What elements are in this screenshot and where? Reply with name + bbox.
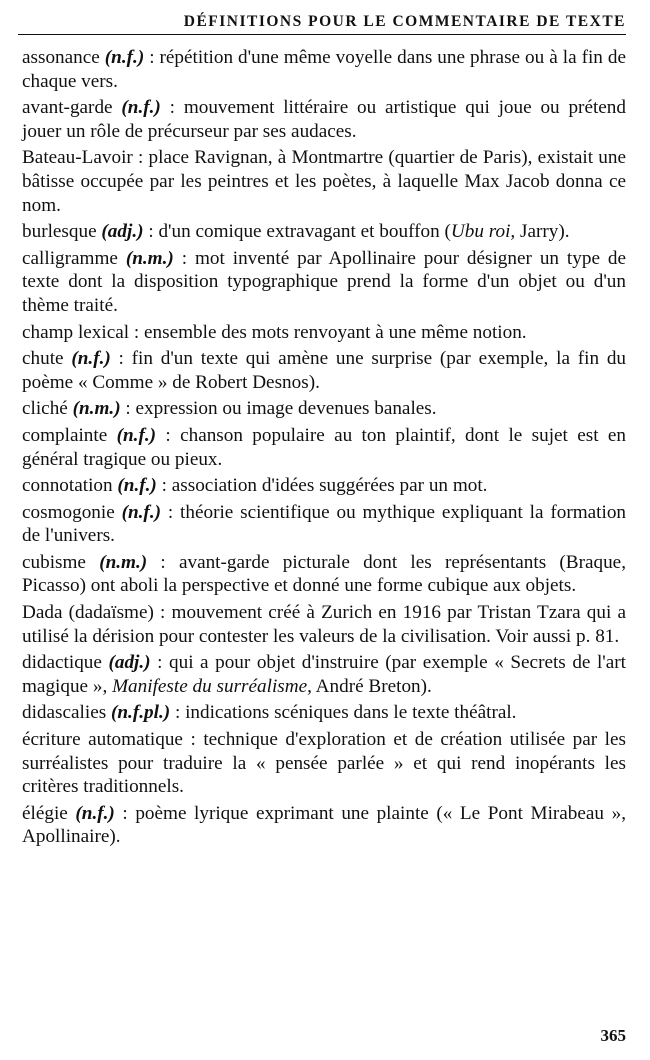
- glossary-entry: [22, 551, 626, 598]
- entry-separator: :: [173, 247, 195, 269]
- entry-definition: théorie scientifique ou mythique expliquant la formation de l'univers.: [22, 501, 627, 547]
- entry-grammar: (adj.): [108, 652, 151, 674]
- entry-term: connotation: [22, 475, 113, 497]
- glossary-entry: [22, 321, 626, 345]
- entry-grammar: (n.f.): [121, 501, 162, 523]
- entry-separator: :: [144, 47, 160, 68]
- glossary-entry: [22, 424, 626, 471]
- entry-separator: :: [147, 551, 179, 573]
- entry-term: burlesque: [22, 221, 97, 243]
- glossary-entry: [22, 46, 626, 93]
- entry-term: avant-garde: [22, 97, 113, 119]
- entry-grammar: (n.f.): [71, 348, 111, 370]
- glossary-entry: [22, 96, 626, 143]
- entry-grammar: (n.f.): [104, 47, 145, 68]
- entry-grammar: (n.m.): [99, 551, 148, 573]
- entry-grammar: (n.f.): [116, 424, 157, 446]
- entry-definition: technique d'exploration et de création utilisée par les surréalistes pour traduire la « pensée parlée » et qui rend inopérants les critères traditionnels.: [22, 729, 626, 798]
- entry-separator: :: [129, 321, 145, 343]
- entry-grammar: (adj.): [101, 221, 144, 243]
- entry-term: assonance: [22, 47, 100, 68]
- glossary-entry: [22, 474, 626, 498]
- entry-term: didactique: [22, 652, 102, 674]
- entry-definition: mouvement créé à Zurich en 1916 par Tristan Tzara qui a utilisé la dérision pour contester les valeurs de la civilisation. Voir aussi p. 81.: [22, 602, 626, 647]
- entry-definition-end: André Breton).: [311, 675, 432, 697]
- entry-term: écriture automatique: [22, 729, 183, 751]
- glossary-entry: [22, 247, 626, 318]
- entry-definition: qui a pour objet d'instruire (par exemple « Secrets de l'art magique »,: [22, 652, 626, 697]
- glossary-entry: [22, 728, 626, 799]
- glossary-entry: [22, 347, 626, 394]
- entry-term: élégie: [22, 802, 68, 824]
- glossary-entry: [22, 220, 626, 244]
- entry-term: Dada (dadaïsme): [22, 602, 154, 624]
- entry-definition-end: Jarry).: [515, 221, 570, 243]
- glossary-list: [22, 46, 626, 852]
- glossary-entry: [22, 701, 626, 725]
- entry-separator: :: [132, 147, 149, 169]
- entry-definition: ensemble des mots renvoyant à une même notion.: [144, 321, 527, 343]
- entry-definition: fin d'un texte qui amène une surprise (par exemple, la fin du poème « Comme » de Robert Desnos).: [22, 348, 627, 393]
- entry-separator: :: [120, 398, 136, 420]
- entry-term: chute: [22, 348, 64, 370]
- entry-grammar: (n.f.): [117, 475, 157, 497]
- entry-definition: d'un comique extravagant et bouffon (: [158, 221, 451, 243]
- entry-cited-title: Ubu roi,: [450, 221, 516, 243]
- entry-term: champ lexical: [22, 321, 130, 343]
- entry-term: didascalies: [22, 702, 107, 724]
- glossary-entry: [22, 146, 626, 217]
- glossary-entry: [22, 397, 626, 421]
- entry-grammar: (n.m.): [125, 247, 174, 269]
- entry-definition: association d'idées suggérées par un mot.: [171, 475, 488, 497]
- entry-separator: :: [150, 652, 169, 674]
- entry-separator: :: [156, 424, 181, 446]
- entry-definition: poème lyrique exprimant une plainte (« Le Pont Mirabeau », Apollinaire).: [22, 802, 626, 848]
- entry-definition: répétition d'une même voyelle dans une phrase ou à la fin de chaque vers.: [22, 47, 626, 92]
- entry-separator: :: [110, 348, 132, 370]
- entry-term: cliché: [22, 398, 68, 420]
- entry-separator: :: [182, 729, 204, 751]
- entry-term: cubisme: [22, 551, 86, 573]
- page-number: 365: [600, 1026, 626, 1045]
- entry-term: cosmogonie: [22, 501, 115, 523]
- entry-definition: place Ravignan, à Montmartre (quartier de Paris), existait une bâtisse occupée par les peintres et les poètes, à laquelle Max Jacob donna ce nom.: [22, 147, 626, 216]
- entry-separator: :: [114, 802, 136, 824]
- entry-separator: :: [170, 702, 186, 724]
- entry-separator: :: [153, 602, 172, 624]
- glossary-entry: [22, 501, 626, 548]
- entry-definition: mouvement littéraire ou artistique qui joue ou prétend jouer un rôle de précurseur par ses audaces.: [22, 97, 626, 142]
- entry-separator: :: [160, 97, 184, 119]
- entry-definition: avant-garde picturale dont les représentants (Braque, Picasso) ont aboli la perspective et donné une forme cubique aux objets.: [22, 551, 626, 597]
- entry-definition: chanson populaire au ton plaintif, dont le sujet est en général tragique ou pieux.: [22, 424, 626, 470]
- entry-term: calligramme: [22, 247, 118, 269]
- running-header: DÉFINITIONS POUR LE COMMENTAIRE DE TEXTE: [18, 13, 626, 35]
- glossary-entry: [22, 651, 626, 698]
- entry-separator: :: [156, 475, 172, 497]
- glossary-entry: [22, 802, 626, 849]
- entry-separator: :: [161, 501, 181, 523]
- entry-grammar: (n.m.): [72, 398, 121, 420]
- entry-grammar: (n.f.pl.): [110, 702, 171, 724]
- entry-term: complainte: [22, 424, 108, 446]
- entry-definition: expression ou image devenues banales.: [135, 398, 437, 420]
- entry-term: Bateau-Lavoir: [22, 147, 133, 169]
- entry-definition: mot inventé par Apollinaire pour désigner un type de texte dont la disposition typographique prend la forme d'un objet ou d'un thème traité.: [22, 247, 626, 316]
- entry-grammar: (n.f.): [75, 802, 115, 824]
- entry-definition: indications scéniques dans le texte théâtral.: [185, 702, 517, 724]
- entry-separator: :: [143, 221, 159, 243]
- entry-grammar: (n.f.): [121, 97, 161, 119]
- glossary-entry: [22, 601, 626, 648]
- entry-cited-title: Manifeste du surréalisme,: [112, 675, 312, 697]
